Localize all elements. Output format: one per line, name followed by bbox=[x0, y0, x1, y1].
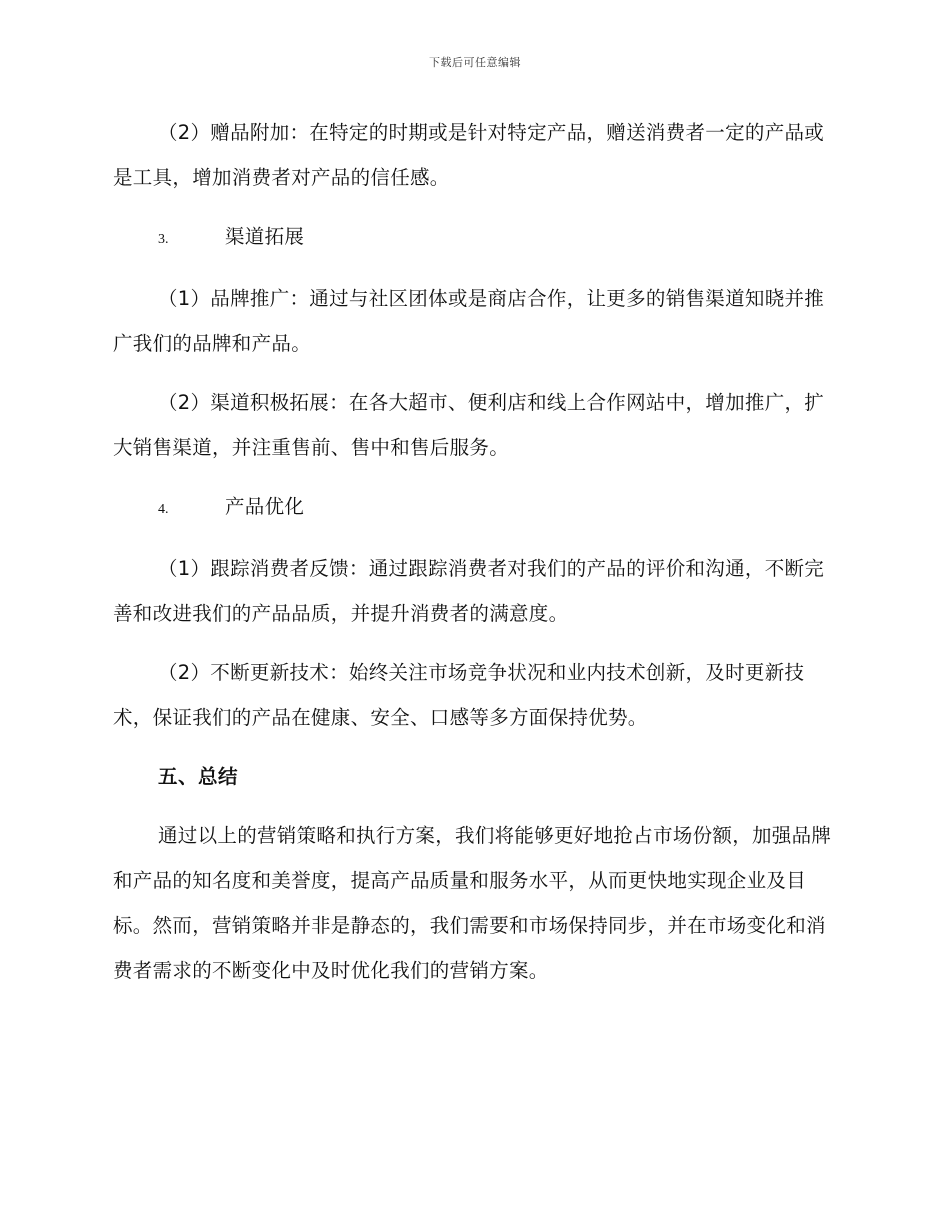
subheading-product-optimization bbox=[113, 484, 833, 532]
paragraph-brand-promotion: （1）品牌推广：通过与社区团体或是商店合作，让更多的销售渠道知晓并推广我们的品牌和产品。 bbox=[113, 287, 825, 355]
subheading-number: 4. bbox=[158, 502, 169, 517]
subheading-channel-expansion bbox=[113, 214, 833, 262]
paragraph-channel-expansion: （2）渠道积极拓展：在各大超市、便利店和线上合作网站中，增加推广，扩大销售渠道，并注重售前、售中和售后服务。 bbox=[113, 391, 825, 459]
paragraph-gift-addition: （2）赠品附加：在特定的时期或是针对特定产品，赠送消费者一定的产品或是工具，增加消费者对产品的信任感。 bbox=[113, 121, 825, 189]
section-title-summary: 五、总结 bbox=[158, 765, 239, 788]
subheading-label: 产品优化 bbox=[225, 495, 305, 518]
paragraph-consumer-feedback: （1）跟踪消费者反馈：通过跟踪消费者对我们的产品的评价和沟通，不断完善和改进我们的产品品质，并提升消费者的满意度。 bbox=[113, 557, 825, 625]
paragraph-summary: 通过以上的营销策略和执行方案，我们将能够更好地抢占市场份额，加强品牌和产品的知名度和美誉度，提高产品质量和服务水平，从而更快地实现企业及目标。然而，营销策略并非是静态的，我们需要和市场保持同步，并在市场变化和消费者需求的不断变化中及时优化我们的营销方案。 bbox=[113, 824, 832, 982]
subheading-label: 渠道拓展 bbox=[225, 225, 305, 248]
document-body bbox=[113, 110, 833, 1007]
subheading-number: 3. bbox=[158, 232, 169, 247]
page-header: 下载后可任意编辑 bbox=[429, 56, 521, 69]
paragraph-technology-update: （2）不断更新技术：始终关注市场竞争状况和业内技术创新，及时更新技术，保证我们的产品在健康、安全、口感等多方面保持优势。 bbox=[113, 661, 805, 729]
